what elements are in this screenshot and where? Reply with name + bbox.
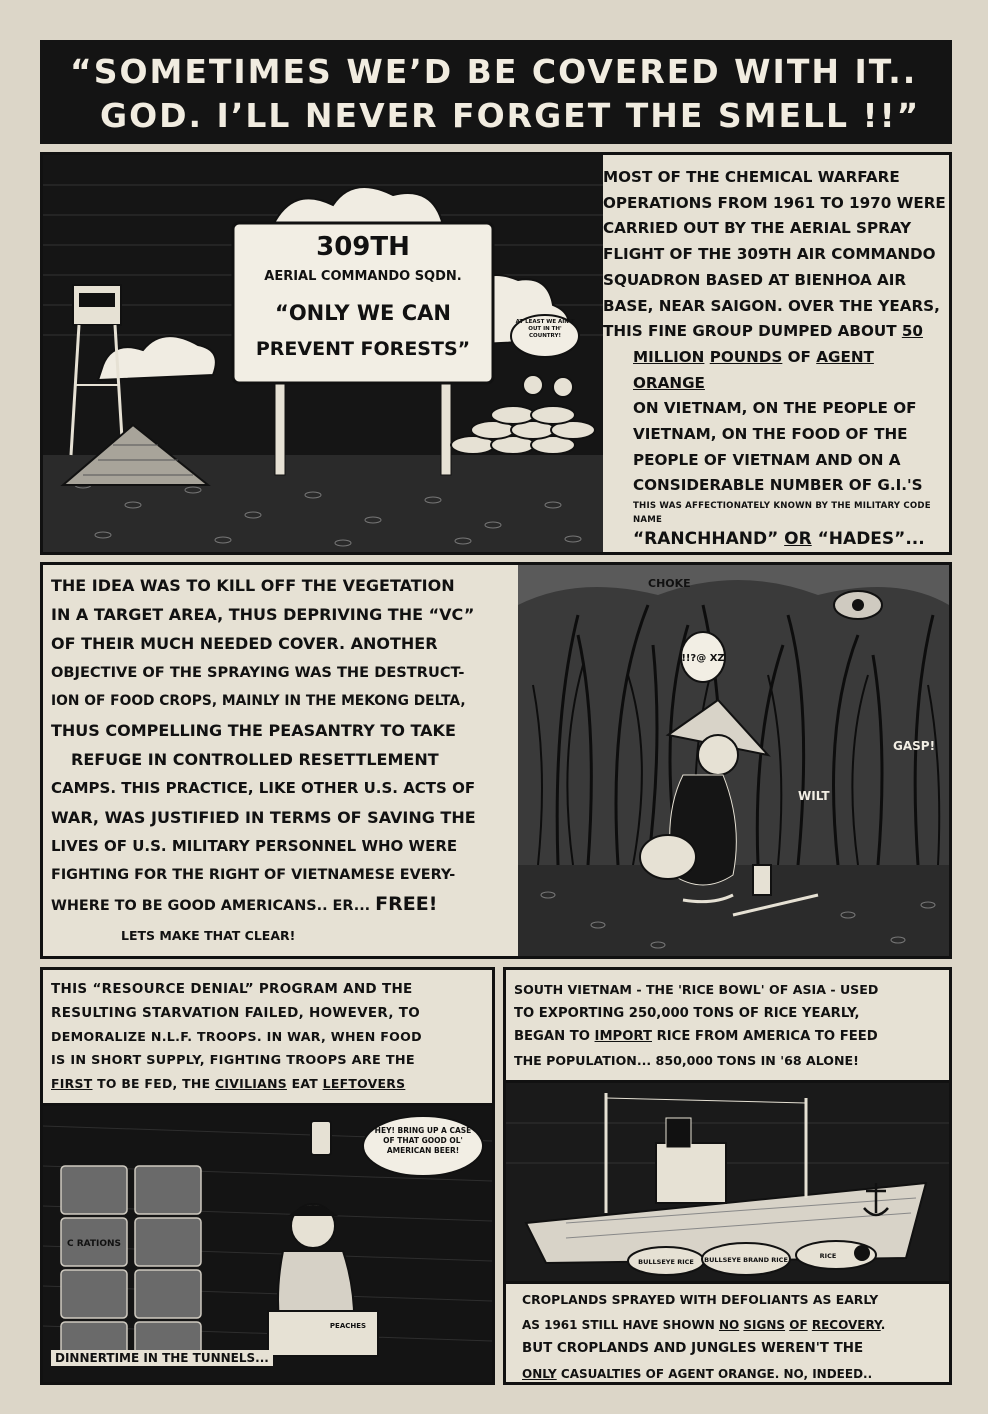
narration-line: OPERATIONS FROM 1961 TO 1970 WERE: [603, 193, 946, 212]
narration-line: PEOPLE OF VIETNAM AND ON A: [633, 450, 901, 469]
title-line-1: “SOMETIMES WE’D BE COVERED WITH IT..: [70, 52, 918, 91]
narration-line: IN A TARGET AREA, THUS DEPRIVING THE “VC”: [51, 605, 475, 624]
narration-line: MILLION POUNDS OF AGENT ORANGE: [633, 347, 874, 392]
title-line-2: GOD. I’LL NEVER FORGET THE SMELL !!”: [100, 96, 921, 135]
narration-line: OBJECTIVE OF THE SPRAYING WAS THE DESTRUCT-: [51, 664, 465, 681]
panel-defoliation: [40, 562, 952, 959]
narration-line: DEMORALIZE N.L.F. TROOPS. IN WAR, WHEN FOOD: [51, 1029, 422, 1045]
narration-line: LETS MAKE THAT CLEAR!: [121, 928, 296, 943]
rice-ship-illustration: [506, 1083, 949, 1281]
narration-line: RESULTING STARVATION FAILED, HOWEVER, TO: [51, 1004, 421, 1021]
narration-line: AS 1961 STILL HAVE SHOWN NO SIGNS OF RECOVERY.: [522, 1317, 886, 1332]
panel-divider: [506, 1281, 949, 1284]
rice-sack-label: RICE: [819, 1252, 837, 1260]
lantern-icon: [311, 1121, 331, 1155]
panel-resource-denial: [40, 967, 495, 1385]
narration-line: ION OF FOOD CROPS, MAINLY IN THE MEKONG DELTA,: [51, 693, 466, 709]
narration-line: THE POPULATION... 850,000 TONS IN '68 ALONE!: [514, 1052, 859, 1068]
narration-line: MOST OF THE CHEMICAL WARFARE: [603, 168, 900, 186]
narration-line: CROPLANDS SPRAYED WITH DEFOLIANTS AS EARLY: [522, 1292, 879, 1307]
croplands-narration: [522, 1288, 942, 1385]
narration-line: ONLY CASUALTIES OF AGENT ORANGE. NO, INDEED..: [522, 1366, 873, 1381]
airbase-illustration: [43, 155, 603, 552]
sfx-choke: CHOKE: [648, 577, 691, 590]
sfx-gasp: GASP!: [893, 739, 936, 753]
narration-line: BASE, NEAR SAIGON. OVER THE YEARS,: [603, 296, 940, 315]
panel-squadron: [40, 152, 952, 555]
narration-line: BUT CROPLANDS AND JUNGLES WEREN'T THE: [522, 1341, 864, 1356]
narration-line: FLIGHT OF THE 309TH AIR COMMANDO: [603, 245, 936, 264]
title-banner: [40, 40, 952, 144]
narration-line: FIRST TO BE FED, THE CIVILIANS EAT LEFTOVERS: [51, 1076, 406, 1092]
narration-line: LIVES OF U.S. MILITARY PERSONNEL WHO WERE: [51, 837, 458, 855]
narration-line: FIGHTING FOR THE RIGHT OF VIETNAMESE EVERY-: [51, 867, 456, 883]
tunnel-dinner-illustration: [43, 1106, 492, 1382]
narration-line: CAMPS. THIS PRACTICE, LIKE OTHER U.S. ACTS OF: [51, 779, 476, 797]
sign-unit: AERIAL COMMANDO SQDN.: [264, 269, 462, 284]
narration-line: CARRIED OUT BY THE AERIAL SPRAY: [603, 219, 912, 238]
narration-line: THE IDEA WAS TO KILL OFF THE VEGETATION: [51, 576, 455, 595]
soldier-speech-text: AT LEAST WE AIN'T OUT IN TH' COUNTRY!: [515, 319, 575, 339]
narration-line: THIS “RESOURCE DENIAL” PROGRAM AND THE: [51, 981, 413, 997]
resource-denial-narration: [51, 978, 491, 1096]
beer-request-text: HEY! BRING UP A CASE OF THAT GOOD OL' AMERICAN BEER!: [374, 1126, 472, 1155]
sign-slogan-1: “ONLY WE CAN: [275, 301, 451, 325]
star-icon: [854, 1245, 870, 1261]
narration-line: TO EXPORTING 250,000 TONS OF RICE YEARLY,: [514, 1005, 860, 1021]
rice-bowl-narration: [514, 978, 944, 1072]
peasant-illustration: [518, 565, 949, 956]
narration-line: “RANCHHAND” OR “HADES”...: [633, 529, 925, 550]
defoliation-narration: [51, 571, 521, 950]
narration-line: THIS WAS AFFECTIONATELY KNOWN BY THE MILITARY CODE NAME: [633, 501, 931, 526]
tunnel-caption: DINNERTIME IN THE TUNNELS...: [51, 1350, 273, 1366]
narration-line: VIETNAM, ON THE FOOD OF THE: [633, 425, 908, 444]
rice-sack-label: BULLSEYE RICE: [638, 1258, 694, 1266]
sfx-wilt: WILT: [798, 789, 830, 803]
narration-line: SQUADRON BASED AT BIENHOA AIR: [603, 270, 907, 289]
sign-slogan-2: PREVENT FORESTS”: [255, 338, 471, 360]
squadron-narration: [603, 165, 949, 553]
rice-sack-label: BULLSEYE BRAND RICE: [704, 1256, 788, 1264]
narration-line: BEGAN TO IMPORT RICE FROM AMERICA TO FEED: [514, 1029, 878, 1045]
narration-line: ON VIETNAM, ON THE PEOPLE OF: [633, 399, 917, 418]
narration-line: THUS COMPELLING THE PEASANTRY TO TAKE: [51, 721, 456, 740]
narration-line: SOUTH VIETNAM - THE 'RICE BOWL' OF ASIA - USED: [514, 982, 879, 997]
crate-label: C RATIONS: [66, 1239, 122, 1249]
narration-line: REFUGE IN CONTROLLED RESETTLEMENT: [71, 750, 439, 769]
narration-line: CONSIDERABLE NUMBER OF G.I.'S: [633, 476, 923, 495]
sign-number: 309TH: [316, 232, 410, 262]
narration-line: IS IN SHORT SUPPLY, FIGHTING TROOPS ARE THE: [51, 1052, 415, 1068]
cough-balloon: !!?@ XZ: [681, 653, 725, 664]
narration-line: THIS FINE GROUP DUMPED ABOUT 50: [603, 322, 923, 341]
narration-line: WHERE TO BE GOOD AMERICANS.. ER... FREE!: [51, 893, 438, 915]
box-label: PEACHES: [329, 1322, 367, 1330]
narration-line: WAR, WAS JUSTIFIED IN TERMS OF SAVING THE: [51, 808, 476, 827]
panel-rice-bowl: [503, 967, 952, 1385]
narration-line: OF THEIR MUCH NEEDED COVER. ANOTHER: [51, 634, 438, 653]
